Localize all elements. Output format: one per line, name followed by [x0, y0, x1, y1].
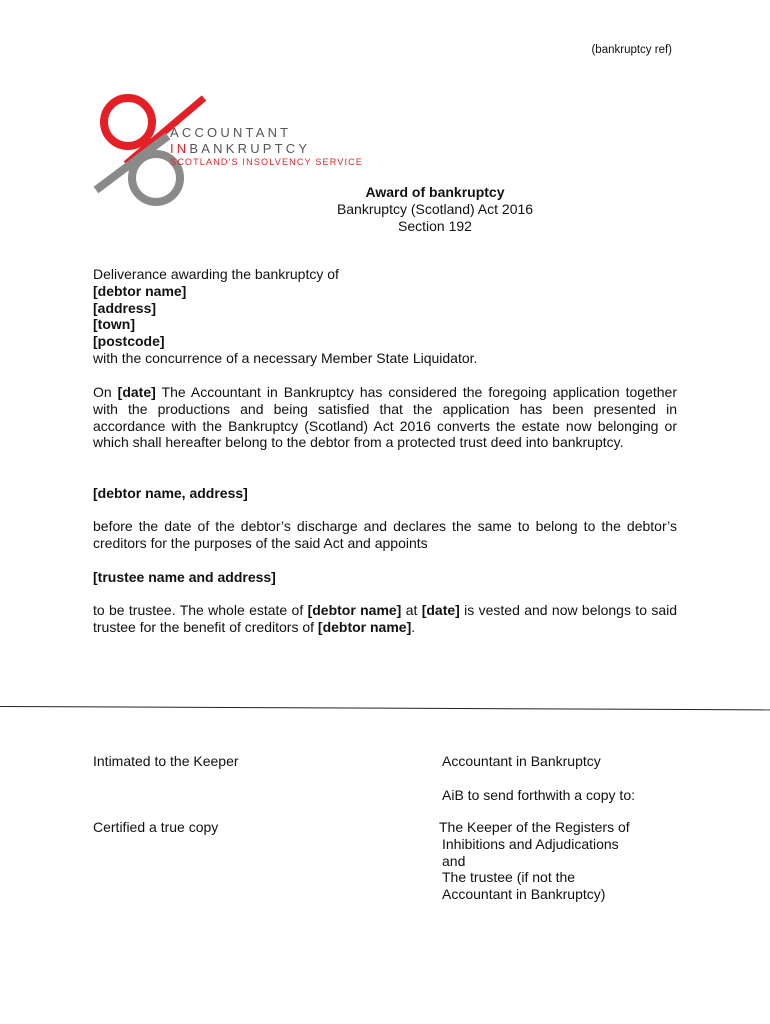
- logo-text: [170, 126, 363, 167]
- para1-on: On: [93, 384, 118, 400]
- logo-tagline: SCOTLAND'S INSOLVENCY SERVICE: [170, 157, 364, 167]
- para3-text3: is vested and now belongs to said trustee for the benefit of creditors of: [93, 602, 677, 635]
- paragraph-conversion: [93, 384, 677, 451]
- copy-recipients: [439, 819, 630, 903]
- trustee-name-address: [trustee name and address]: [93, 569, 276, 585]
- logo-line-accountant: ACCOUNTANT: [170, 125, 292, 140]
- document-act: Bankruptcy (Scotland) Act 2016: [336, 201, 534, 217]
- para3-debtor-name-2: [debtor name]: [317, 618, 412, 635]
- divider-line: [0, 706, 770, 710]
- document-title: Award of bankruptcy: [365, 184, 505, 200]
- logo-red-circle: [104, 98, 152, 146]
- para1-text: The Accountant in Bankruptcy has considered the foregoing application together with the productions and being satisfied that the application has been presented in accordance with the Bankruptcy (Scotland) Act 2016 converts the estate now belonging or which shall hereafter belong to the debtor from a protected trust deed into bankruptcy.: [93, 384, 677, 451]
- document-heading: [200, 184, 670, 235]
- trustee-line-1: The trustee (if not the: [442, 869, 576, 886]
- keeper-line-1: The Keeper of the Registers of: [439, 819, 630, 835]
- aib-send-instruction: AiB to send forthwith a copy to:: [442, 787, 635, 803]
- paragraph-discharge: before the date of the debtor’s discharge and declares the same to belong to the debtor’s creditors for the purposes of the said Act and appoints: [93, 518, 677, 551]
- deliverance-block: [93, 266, 677, 367]
- para3-text1: to be trustee. The whole estate of: [93, 602, 308, 618]
- field-address: [address]: [93, 299, 157, 316]
- deliverance-intro: Deliverance awarding the bankruptcy of: [93, 266, 339, 282]
- and-text: and: [442, 852, 466, 869]
- para3-text4: .: [411, 618, 416, 635]
- logo-line-in-bankruptcy: [170, 142, 363, 155]
- certified-label: Certified a true copy: [93, 819, 219, 835]
- para3-debtor-name: [debtor name]: [307, 602, 402, 618]
- para3-text2: at: [401, 602, 422, 618]
- intimated-label: Intimated to the Keeper: [93, 753, 239, 769]
- logo-bankruptcy: BANKRUPTCY: [189, 141, 311, 156]
- paragraph-vesting: [93, 602, 677, 636]
- keeper-line-2: Inhibitions and Adjudications: [442, 835, 619, 852]
- logo-in: IN: [170, 141, 190, 156]
- document-section: Section 192: [398, 218, 472, 234]
- para3-date: [date]: [421, 602, 460, 618]
- bankruptcy-ref: (bankruptcy ref): [591, 44, 672, 56]
- field-debtor-name: [debtor name]: [93, 282, 187, 299]
- field-town: [town]: [93, 316, 135, 333]
- debtor-name-address: [debtor name, address]: [93, 485, 248, 501]
- field-postcode: [postcode]: [93, 333, 165, 350]
- para1-date: [date]: [117, 384, 156, 400]
- trustee-line-2: Accountant in Bankruptcy): [442, 886, 606, 903]
- aib-signature: Accountant in Bankruptcy: [442, 753, 601, 769]
- concurrence-text: with the concurrence of a necessary Member State Liquidator.: [93, 349, 478, 366]
